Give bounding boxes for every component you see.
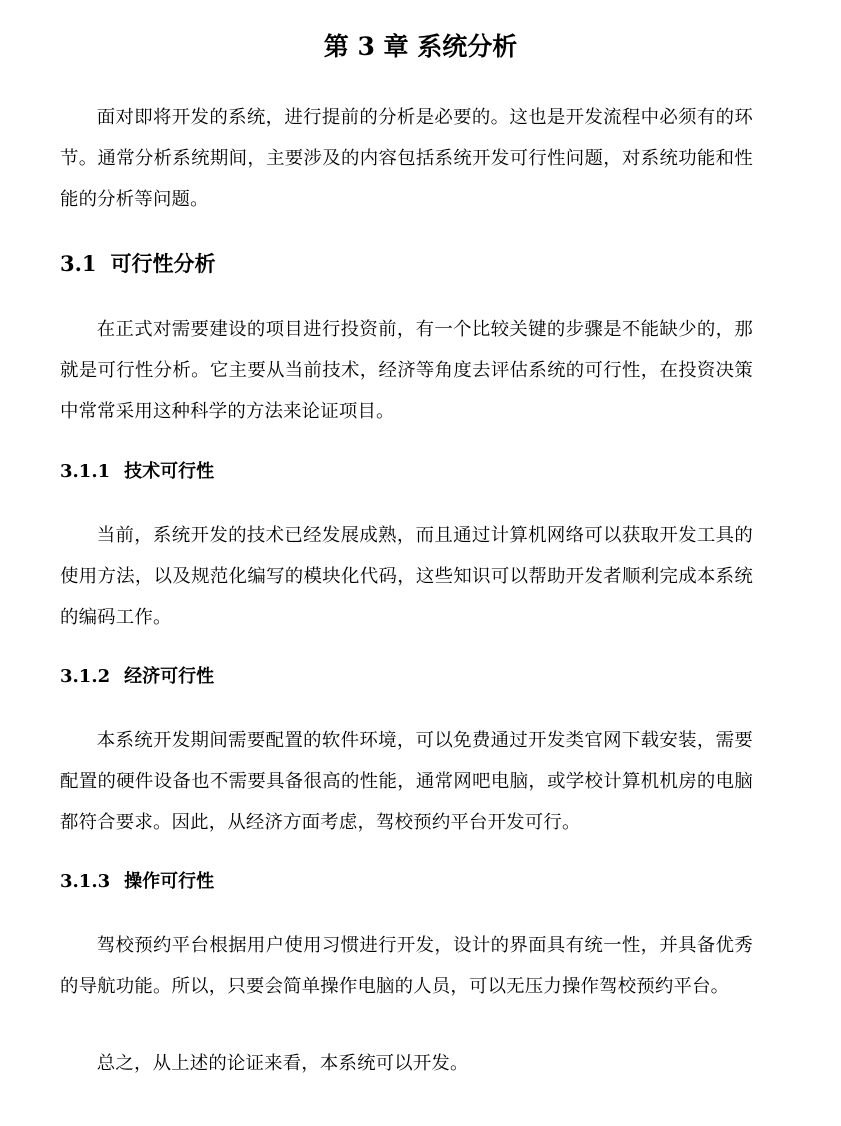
section-number: 3.1.1 xyxy=(60,461,111,482)
chapter-title: 第 3 章 系统分析 xyxy=(323,32,518,61)
section-title: 可行性分析 xyxy=(110,251,216,276)
section-title: 经济可行性 xyxy=(124,666,215,687)
section-3-1-paragraph: 在正式对需要建设的项目进行投资前，有一个比较关键的步骤是不能缺少的，那就是可行性分析。它主要从当前技术，经济等角度去评估系统的可行性，在投资决策中常常采用这种科学的方法来论证项目。 xyxy=(60,319,753,422)
section-heading-3-1 xyxy=(60,249,216,279)
section-number: 3.1.3 xyxy=(60,871,111,892)
section-heading-3-1-2 xyxy=(60,663,214,691)
section-3-1-3-paragraph: 驾校预约平台根据用户使用习惯进行开发，设计的界面具有统一性，并具备优秀的导航功能。所以，只要会简单操作电脑的人员，可以无压力操作驾校预约平台。 xyxy=(60,935,753,997)
section-heading-3-1-3 xyxy=(60,868,214,896)
section-number: 3.1.2 xyxy=(60,666,111,687)
section-title: 操作可行性 xyxy=(124,871,215,892)
intro-paragraph: 面对即将开发的系统，进行提前的分析是必要的。这也是开发流程中必须有的环节。通常分析系统期间，主要涉及的内容包括系统开发可行性问题，对系统功能和性能的分析等问题。 xyxy=(60,107,753,210)
conclusion-paragraph: 总之，从上述的论证来看，本系统可以开发。 xyxy=(96,1053,469,1074)
section-heading-3-1-1 xyxy=(60,458,214,486)
section-3-1-2-paragraph: 本系统开发期间需要配置的软件环境，可以免费通过开发类官网下载安装，需要配置的硬件设备也不需要具备很高的性能，通常网吧电脑，或学校计算机机房的电脑都符合要求。因此，从经济方面考虑，驾校预约平台开发可行。 xyxy=(60,730,753,833)
section-title: 技术可行性 xyxy=(124,461,215,482)
section-3-1-1-paragraph: 当前，系统开发的技术已经发展成熟，而且通过计算机网络可以获取开发工具的使用方法，以及规范化编写的模块化代码，这些知识可以帮助开发者顺利完成本系统的编码工作。 xyxy=(60,525,753,628)
section-number: 3.1 xyxy=(60,251,97,276)
